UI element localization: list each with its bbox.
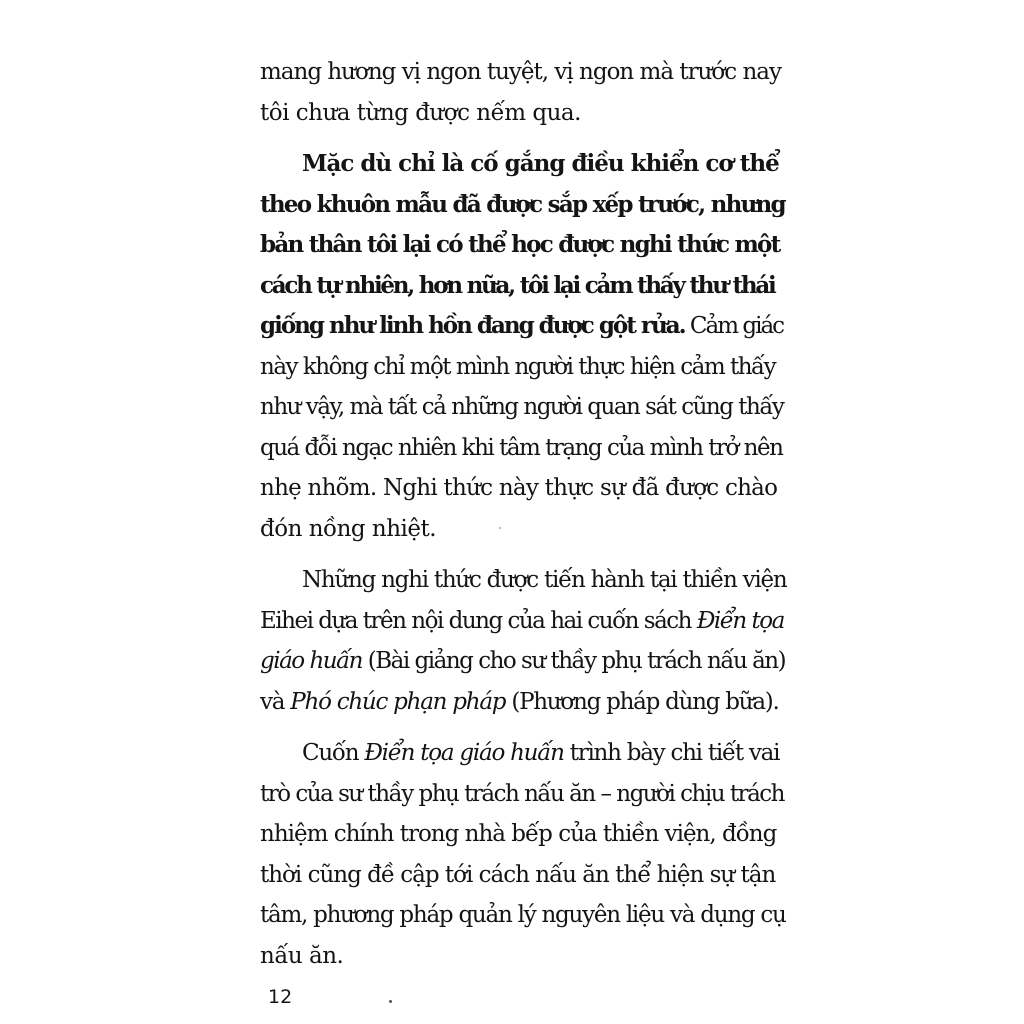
text-line: [260, 855, 785, 896]
text-line: [260, 936, 785, 977]
paragraph-3: [260, 560, 785, 722]
text-run: đón nồng nhiệt.: [260, 515, 437, 542]
text-run: này không chỉ một mình người thực hiện cảm thấy: [260, 353, 776, 380]
text-run: quá đỗi ngạc nhiên khi tâm trạng của mình trở nên: [260, 434, 783, 461]
text-line: [260, 93, 785, 134]
text-line: [260, 895, 785, 936]
book-title-italic: Điển tọa giáo huấn: [364, 740, 564, 766]
text-line: [260, 428, 785, 469]
print-speck: [389, 1000, 392, 1003]
text-line: [260, 560, 785, 601]
text-line: [260, 814, 785, 855]
text-run: thời cũng đề cập tới cách nấu ăn thể hiện sự tận: [260, 861, 776, 888]
paragraph-2: [260, 144, 785, 549]
text-line: [260, 387, 785, 428]
text-run: Eihei dựa trên nội dung của hai cuốn sách: [260, 607, 697, 634]
text-column: [260, 52, 785, 976]
text-line: [260, 682, 785, 723]
text-line: [260, 144, 785, 185]
text-run: nhẹ nhõm. Nghi thức này thực sự đã được chào: [260, 475, 778, 501]
text-line: [260, 509, 785, 550]
bold-text-run: theo khuôn mẫu đã được sắp xếp trước, nhưng: [260, 190, 785, 218]
text-line: [260, 774, 785, 815]
text-line: [260, 52, 785, 93]
page-number: 12: [268, 986, 293, 1008]
text-line: [260, 601, 785, 642]
text-run: trò của sư thầy phụ trách nấu ăn – người chịu trách: [260, 780, 784, 807]
paragraph-1: [260, 52, 785, 133]
text-line: [260, 347, 785, 388]
text-run: như vậy, mà tất cả những người quan sát cũng thấy: [260, 394, 784, 420]
text-run: (Bài giảng cho sư thầy phụ trách nấu ăn): [361, 648, 786, 674]
text-run: mang hương vị ngon tuyệt, vị ngon mà trước nay: [260, 59, 781, 85]
text-line: [260, 468, 785, 509]
book-title-italic: Điển tọa: [696, 607, 784, 634]
text-run: trình bày chi tiết vai: [563, 740, 780, 766]
book-title-italic: giáo huấn: [260, 648, 362, 674]
bold-text-run: cách tự nhiên, hơn nữa, tôi lại cảm thấy thư thái: [260, 271, 775, 299]
book-title-italic: Phó chúc phạn pháp: [290, 688, 506, 715]
text-line: [260, 733, 785, 774]
text-line: [260, 225, 785, 266]
text-run: nhiệm chính trong nhà bếp của thiền viện, đồng: [260, 821, 777, 847]
bold-text-run: bản thân tôi lại có thể học được nghi thức một: [260, 231, 780, 258]
print-speck: [499, 527, 501, 529]
text-run: Cuốn: [302, 740, 365, 766]
text-run: Cảm giác: [684, 313, 784, 339]
text-line: [260, 266, 785, 307]
text-run: tâm, phương pháp quản lý nguyên liệu và dụng cụ: [260, 902, 786, 928]
text-run: (Phương pháp dùng bữa).: [505, 688, 779, 715]
text-run: Những nghi thức được tiến hành tại thiền viện: [302, 567, 787, 593]
text-line: [260, 641, 785, 682]
text-run: tôi chưa từng được nếm qua.: [260, 99, 581, 126]
bold-text-run: giống như linh hồn đang được gột rửa.: [260, 312, 685, 339]
text-line: [260, 306, 785, 347]
bold-text-run: Mặc dù chỉ là cố gắng điều khiển cơ thể: [302, 150, 779, 177]
text-run: và: [260, 688, 291, 715]
paragraph-4: [260, 733, 785, 976]
text-line: [260, 185, 785, 226]
text-run: nấu ăn.: [260, 942, 344, 969]
